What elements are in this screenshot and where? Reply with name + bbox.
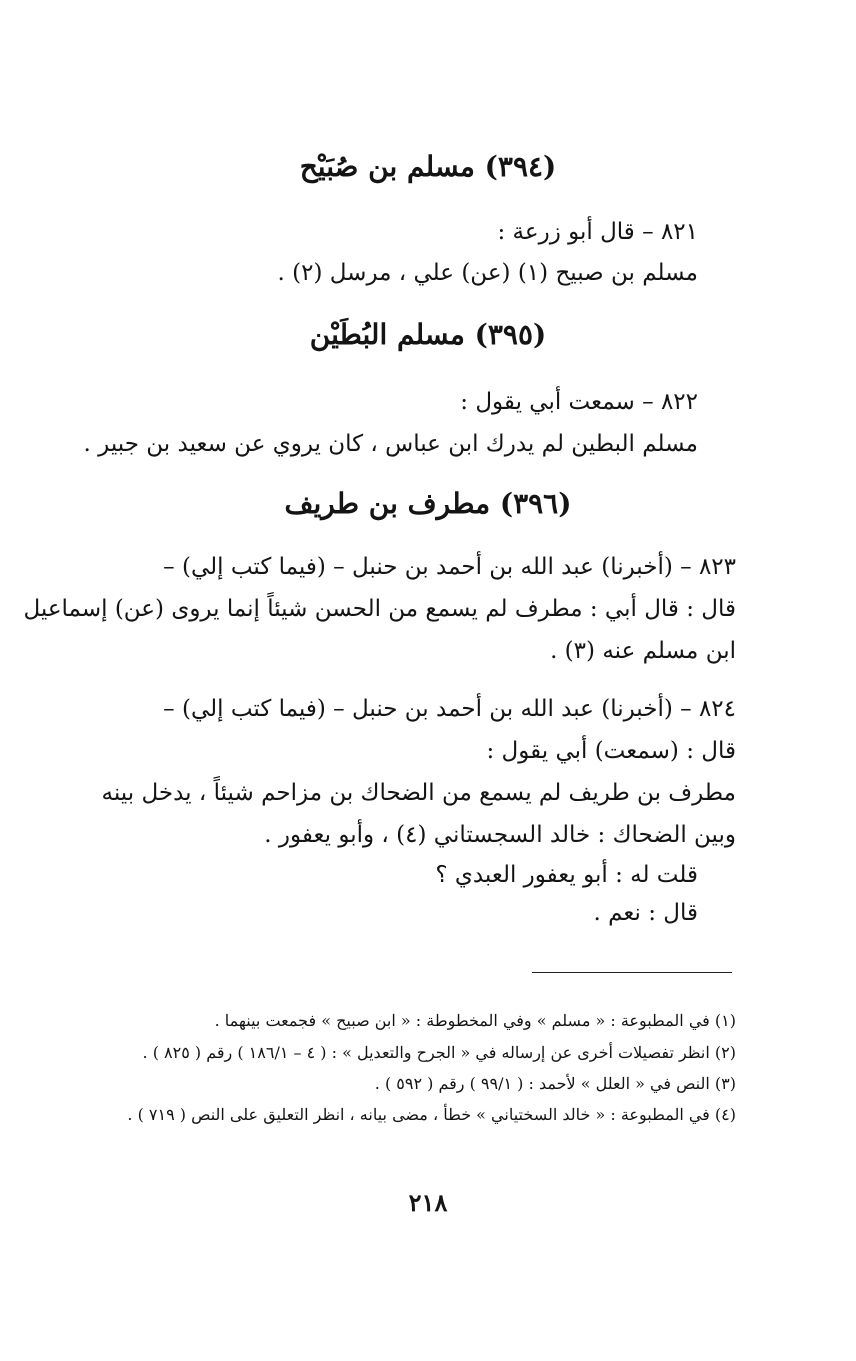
footnote-divider — [532, 972, 732, 973]
entry-line: ٨٢١ – قال أبو زرعة : — [497, 219, 698, 245]
entry-line: وبين الضحاك : خالد السجستاني (٤) ، وأبو يعفور . — [264, 822, 736, 848]
entry-line: ٨٢٢ – سمعت أبي يقول : — [460, 389, 698, 415]
page-number: ٢١٨ — [408, 1188, 448, 1217]
entry-line: ٨٢٣ – (أخبرنا) عبد الله بن أحمد بن حنبل – (فيما كتب إلي) – — [163, 554, 736, 580]
entry-line: قال : قال أبي : مطرف لم يسمع من الحسن شيئاً إنما يروى (عن) إسماعيل — [23, 596, 736, 622]
entry-heading-395: (٣٩٥) مسلم البُطَيْن — [309, 318, 547, 351]
footnote: (٢) انظر تفصيلات أخرى عن إرساله في « الجرح والتعديل » : ( ٤ – ١٨٦/١ ) رقم ( ٨٢٥ ) . — [142, 1043, 736, 1062]
entry-line: قلت له : أبو يعفور العبدي ؟ — [435, 862, 698, 888]
footnote: (١) في المطبوعة : « مسلم » وفي المخطوطة : « ابن صبيح » فجمعت بينهما . — [214, 1011, 736, 1030]
entry-line: مسلم البطين لم يدرك ابن عباس ، كان يروي عن سعيد بن جبير . — [83, 431, 698, 457]
entry-line: مسلم بن صبيح (١) (عن) علي ، مرسل (٢) . — [277, 260, 698, 286]
footnote: (٣) النص في « العلل » لأحمد : ( ٩٩/١ ) رقم ( ٥٩٢ ) . — [374, 1074, 736, 1093]
entry-line: قال : نعم . — [593, 900, 698, 926]
entry-heading-396: (٣٩٦) مطرف بن طريف — [284, 487, 572, 520]
entry-line: مطرف بن طريف لم يسمع من الضحاك بن مزاحم شيئاً ، يدخل بينه — [101, 780, 736, 806]
entry-line: ٨٢٤ – (أخبرنا) عبد الله بن أحمد بن حنبل – (فيما كتب إلي) – — [163, 696, 736, 722]
entry-heading-394: (٣٩٤) مسلم بن صُبَيْح — [299, 150, 557, 183]
entry-line: قال : (سمعت) أبي يقول : — [486, 738, 736, 764]
entry-line: ابن مسلم عنه (٣) . — [550, 638, 736, 664]
footnote: (٤) في المطبوعة : « خالد السختياني » خطأ ، مضى بيانه ، انظر التعليق على النص ( ٧١٩ ) . — [127, 1105, 736, 1124]
